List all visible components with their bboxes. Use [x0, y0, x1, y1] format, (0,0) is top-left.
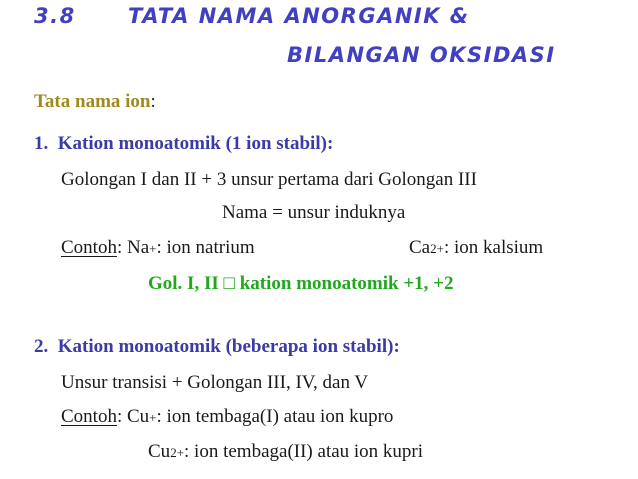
- ion-symbol: Cu: [126, 406, 150, 427]
- ion-name: : ion natrium: [156, 237, 255, 258]
- item1-example-1: Contoh: Na+: ion natrium: [61, 237, 255, 258]
- title-line-2: BILANGAN OKSIDASI: [287, 43, 556, 67]
- ion-charge: +: [149, 241, 157, 256]
- item1-naming-rule: Nama = unsur induknya: [222, 202, 406, 223]
- example-label: Contoh: [61, 237, 117, 258]
- ion-charge: 2+: [170, 445, 185, 460]
- slide-number: 3.8: [34, 4, 76, 28]
- item2-heading: 2. Kation monoatomik (beberapa ion stabil):: [34, 336, 400, 357]
- ion-symbol: Cu: [148, 441, 171, 462]
- ion-charge: +: [149, 410, 157, 425]
- ion-name: : ion kalsium: [443, 237, 544, 258]
- item1-description: Golongan I dan II + 3 unsur pertama dari Golongan III: [61, 169, 477, 190]
- ion-charge: 2+: [430, 241, 444, 256]
- example-label: Contoh: [61, 406, 117, 427]
- ion-symbol: Ca: [409, 237, 431, 258]
- section-colon: :: [150, 91, 156, 112]
- item2-example-2: [148, 441, 423, 463]
- ion-symbol: Na: [126, 237, 150, 258]
- item1-summary: Gol. I, II □ kation monoatomik +1, +2: [148, 273, 454, 294]
- section-label: Tata nama ion: [34, 91, 151, 112]
- item2-example-1: Contoh: Cu+: ion tembaga(I) atau ion kupro: [61, 406, 394, 427]
- section-heading: [34, 91, 156, 113]
- title-line-1: TATA NAMA ANORGANIK &: [128, 4, 470, 28]
- item1-heading: 1. Kation monoatomik (1 ion stabil):: [34, 133, 334, 154]
- ion-name: : ion tembaga(II) atau ion kupri: [184, 441, 424, 462]
- item1-example-2: [409, 237, 543, 259]
- item2-description: Unsur transisi + Golongan III, IV, dan V: [61, 372, 369, 393]
- ion-name: : ion tembaga(I) atau ion kupro: [156, 406, 394, 427]
